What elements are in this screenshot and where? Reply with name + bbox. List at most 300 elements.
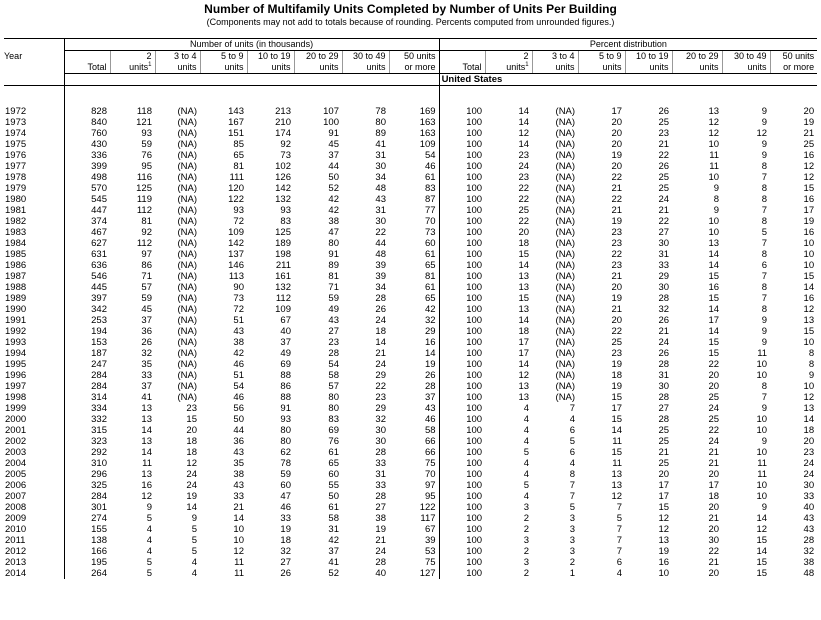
percent-cell: 22 (518, 194, 530, 205)
year-cell: 2000 (5, 414, 27, 425)
year-cell: 1977 (5, 161, 27, 172)
units-cell: (NA) (177, 293, 197, 304)
units-cell: 174 (275, 128, 291, 139)
units-cell: 545 (64, 194, 110, 205)
year-cell: 1996 (5, 370, 27, 381)
table-row (4, 348, 817, 359)
units-cell: 37 (328, 546, 339, 557)
percent-cell: 13 (708, 106, 720, 117)
year-cell: 1975 (5, 139, 27, 150)
units-cell: 39 (375, 260, 386, 271)
table-row (4, 271, 817, 282)
percent-cell: 100 (439, 205, 485, 216)
table-row (4, 304, 817, 315)
year-cell: 2014 (5, 568, 27, 579)
units-cell: 91 (328, 128, 339, 139)
units-cell: 32 (141, 348, 152, 359)
units-cell: 92 (141, 227, 152, 238)
units-cell: 28 (375, 293, 386, 304)
units-cell: 80 (328, 392, 339, 403)
units-cell: 54 (233, 381, 244, 392)
units-cell: 49 (328, 304, 339, 315)
percent-cell: (NA) (555, 117, 576, 128)
percent-cell: (NA) (555, 282, 576, 293)
units-cell: 43 (233, 447, 244, 458)
percent-cell: 100 (439, 348, 485, 359)
units-cell: 37 (141, 315, 152, 326)
percent-cell: 13 (518, 381, 530, 392)
percent-cell: 20 (611, 139, 623, 150)
footnote-marker: 1 (148, 62, 152, 68)
units-cell: 42 (328, 194, 339, 205)
percent-cell: 12 (518, 370, 530, 381)
col-header-label: units (602, 62, 622, 72)
percent-cell: 12 (708, 117, 720, 128)
percent-cell: 100 (439, 150, 485, 161)
percent-cell: 100 (439, 326, 485, 337)
percent-cell: 100 (439, 524, 485, 535)
pct-col-header-bottom (625, 62, 672, 74)
year-cell: 1978 (5, 172, 27, 183)
col-header-label: units (224, 62, 244, 72)
units-cell: 65 (233, 150, 244, 161)
percent-cell: 15 (708, 293, 720, 304)
units-cell: 93 (280, 205, 291, 216)
year-cell: 1991 (5, 315, 27, 326)
units-cell: 546 (64, 271, 110, 282)
percent-cell: 100 (439, 447, 485, 458)
year-cell: 1973 (5, 117, 27, 128)
percent-cell: 23 (611, 260, 623, 271)
units-cell: 153 (64, 337, 110, 348)
units-cell: 828 (64, 106, 110, 117)
units-cell: (NA) (177, 348, 197, 359)
percent-cell: 10 (658, 568, 670, 579)
units-cell: 336 (64, 150, 110, 161)
percent-cell: (NA) (555, 260, 576, 271)
percent-cell: (NA) (555, 348, 576, 359)
units-cell: 498 (64, 172, 110, 183)
units-cell: 132 (275, 282, 291, 293)
percent-cell: 21 (708, 557, 720, 568)
percent-cell: 23 (518, 172, 530, 183)
units-cell: 40 (375, 568, 386, 579)
units-cell: (NA) (177, 161, 197, 172)
units-cell: 161 (275, 271, 291, 282)
table-row (4, 150, 817, 161)
percent-cell: 31 (658, 370, 670, 381)
percent-cell: 14 (518, 106, 530, 117)
year-cell: 1990 (5, 304, 27, 315)
percent-cell: 11 (757, 469, 768, 480)
units-cell: 80 (375, 117, 386, 128)
percent-cell: 7 (569, 480, 576, 491)
units-cell: 39 (424, 535, 436, 546)
percent-cell: 19 (611, 381, 623, 392)
percent-cell: 8 (761, 216, 768, 227)
units-cell: 13 (141, 403, 152, 414)
percent-cell: 20 (518, 227, 530, 238)
percent-cell: 5 (616, 513, 623, 524)
percent-cell: 10 (756, 480, 768, 491)
percent-cell: 10 (708, 216, 720, 227)
units-cell: 61 (328, 447, 339, 458)
table-row (4, 337, 817, 348)
table-row (4, 238, 817, 249)
units-cell: (NA) (177, 128, 197, 139)
percent-cell: 100 (439, 568, 485, 579)
percent-cell: 8 (761, 282, 768, 293)
percent-cell: 30 (803, 480, 815, 491)
percent-cell: 22 (708, 546, 720, 557)
units-cell: 46 (280, 502, 291, 513)
units-cell: 28 (375, 447, 386, 458)
year-cell: 1987 (5, 271, 27, 282)
percent-cell: 9 (761, 139, 768, 150)
units-cell: 14 (424, 348, 436, 359)
units-cell: 26 (375, 304, 386, 315)
units-cell: (NA) (177, 106, 197, 117)
units-cell: 89 (375, 128, 386, 139)
col-header-label: Total (87, 62, 107, 72)
units-cell: 52 (328, 183, 339, 194)
percent-cell: 10 (756, 491, 768, 502)
percent-cell: 17 (658, 491, 670, 502)
units-cell: 9 (146, 502, 152, 513)
percent-cell: 20 (708, 502, 720, 513)
table-row (4, 392, 817, 403)
units-cell: 211 (275, 260, 291, 271)
percent-cell: 10 (756, 447, 768, 458)
units-cell: 81 (328, 271, 339, 282)
units-cell: 88 (280, 392, 291, 403)
units-cell: (NA) (177, 150, 197, 161)
units-cell: 16 (424, 337, 436, 348)
percent-cell: (NA) (555, 150, 576, 161)
percent-cell: 22 (518, 183, 530, 194)
units-cell: 91 (280, 403, 291, 414)
units-cell: 11 (234, 557, 244, 568)
percent-cell: 100 (439, 249, 485, 260)
percent-cell: 11 (612, 436, 623, 447)
percent-cell: 15 (611, 392, 623, 403)
year-cell: 2001 (5, 425, 27, 436)
units-group-header: Number of units (in thousands) (64, 39, 439, 51)
percent-cell: 7 (761, 271, 768, 282)
percent-cell: 7 (569, 491, 576, 502)
table-row (4, 535, 817, 546)
units-cell: 113 (228, 271, 244, 282)
table-row (4, 260, 817, 271)
percent-cell: 24 (658, 337, 670, 348)
units-col-header-top (64, 51, 110, 63)
percent-cell: 32 (803, 546, 815, 557)
percent-cell: 31 (658, 249, 670, 260)
units-cell: 38 (328, 216, 339, 227)
units-cell: 58 (424, 425, 436, 436)
percent-cell: 3 (569, 513, 576, 524)
percent-cell: 22 (658, 216, 670, 227)
units-cell: 14 (375, 337, 386, 348)
table-row (4, 370, 817, 381)
percent-cell: 5 (523, 447, 530, 458)
year-cell: 1994 (5, 348, 27, 359)
units-cell: 36 (141, 326, 152, 337)
percent-cell: 14 (708, 249, 720, 260)
units-cell: 374 (64, 216, 110, 227)
percent-cell: 12 (708, 128, 720, 139)
percent-cell: 30 (658, 238, 670, 249)
percent-cell: 10 (708, 172, 720, 183)
percent-cell: 18 (611, 370, 623, 381)
units-cell: 69 (280, 359, 291, 370)
units-col-header-top: 3 to 4 (155, 51, 200, 63)
units-cell: 445 (64, 282, 110, 293)
units-cell: 78 (280, 458, 291, 469)
units-cell: 57 (328, 381, 339, 392)
percent-cell: 18 (518, 326, 530, 337)
percent-cell: 20 (658, 469, 670, 480)
units-cell: 28 (375, 491, 386, 502)
percent-cell: 14 (708, 304, 720, 315)
year-cell: 2004 (5, 458, 27, 469)
percent-cell: 25 (658, 172, 670, 183)
table-row (4, 425, 817, 436)
percent-cell: (NA) (555, 315, 576, 326)
units-cell: 23 (375, 392, 386, 403)
percent-cell: 17 (611, 403, 623, 414)
units-cell: 91 (328, 249, 339, 260)
percent-cell: 23 (518, 150, 530, 161)
percent-cell: 18 (803, 425, 815, 436)
percent-cell: 20 (611, 161, 623, 172)
percent-cell: 25 (803, 139, 815, 150)
units-cell: 65 (328, 458, 339, 469)
percent-cell: 8 (808, 348, 815, 359)
units-col-header-top: 30 to 49 (342, 51, 389, 63)
units-cell: 9 (191, 513, 197, 524)
percent-cell: 22 (611, 249, 623, 260)
table-row (4, 183, 817, 194)
units-cell: 137 (228, 249, 244, 260)
units-cell: 24 (186, 480, 197, 491)
percent-cell: 3 (523, 557, 530, 568)
units-cell: 21 (375, 348, 386, 359)
year-cell: 1993 (5, 337, 27, 348)
percent-cell: 100 (439, 161, 485, 172)
units-cell: 72 (233, 216, 244, 227)
year-cell: 1986 (5, 260, 27, 271)
percent-cell: 10 (756, 425, 768, 436)
units-cell: 22 (375, 381, 386, 392)
units-cell: 4 (146, 546, 152, 557)
percent-cell: 16 (803, 150, 815, 161)
year-cell: 2012 (5, 546, 27, 557)
percent-cell: 15 (518, 249, 530, 260)
table-row (4, 161, 817, 172)
percent-cell: 26 (658, 161, 670, 172)
percent-cell: 100 (439, 238, 485, 249)
percent-cell: 8 (761, 183, 768, 194)
units-cell: 122 (419, 502, 436, 513)
col-header-label: units (649, 62, 669, 72)
percent-cell: 22 (611, 326, 623, 337)
percent-cell: 25 (658, 458, 670, 469)
units-cell: (NA) (177, 282, 197, 293)
percent-cell: 100 (439, 337, 485, 348)
percent-cell: 12 (803, 392, 815, 403)
percent-cell: 15 (708, 271, 720, 282)
units-cell: 41 (375, 139, 386, 150)
units-cell: 45 (141, 304, 152, 315)
col-header-label: units (319, 62, 339, 72)
percent-cell: 100 (439, 370, 485, 381)
percent-cell: 13 (803, 315, 815, 326)
percent-cell: 26 (658, 348, 670, 359)
percent-cell: 30 (708, 535, 720, 546)
percent-cell: 10 (803, 249, 815, 260)
percent-cell: 8 (761, 381, 768, 392)
units-cell: 73 (280, 150, 291, 161)
table-row (4, 293, 817, 304)
units-cell: 58 (328, 370, 339, 381)
units-cell: 56 (233, 403, 244, 414)
percent-cell: 23 (611, 348, 623, 359)
percent-cell: 2 (523, 513, 530, 524)
units-cell: 570 (64, 183, 110, 194)
units-cell: 59 (141, 139, 152, 150)
percent-cell: 20 (708, 469, 720, 480)
units-cell: 44 (233, 425, 244, 436)
units-cell: 59 (141, 293, 152, 304)
year-cell: 2005 (5, 469, 27, 480)
units-cell: 31 (375, 150, 386, 161)
units-cell: 37 (280, 337, 291, 348)
units-cell: 51 (233, 370, 244, 381)
units-cell: 50 (328, 491, 339, 502)
year-cell: 1982 (5, 216, 27, 227)
percent-cell: 4 (616, 568, 623, 579)
units-cell: 43 (328, 315, 339, 326)
percent-cell: 19 (611, 150, 623, 161)
percent-cell: 100 (439, 183, 485, 194)
units-col-header-bottom (247, 62, 294, 74)
region-label: United States (439, 74, 817, 86)
units-cell: 76 (141, 150, 152, 161)
units-cell: 78 (375, 106, 386, 117)
percent-cell: 17 (611, 106, 623, 117)
units-cell: 194 (64, 326, 110, 337)
year-cell: 1979 (5, 183, 27, 194)
percent-cell: 40 (803, 502, 815, 513)
percent-cell: 12 (518, 128, 530, 139)
percent-cell: 15 (708, 348, 720, 359)
units-cell: 32 (375, 414, 386, 425)
table-row (4, 106, 817, 117)
units-cell: 67 (280, 315, 291, 326)
percent-cell: 19 (658, 546, 670, 557)
units-cell: 125 (275, 227, 291, 238)
units-cell: 29 (375, 403, 386, 414)
units-cell: 97 (424, 480, 436, 491)
percent-cell: 16 (803, 194, 815, 205)
units-cell: 198 (275, 249, 291, 260)
units-cell: 28 (375, 557, 386, 568)
percent-cell: 100 (439, 381, 485, 392)
percent-cell: 30 (658, 381, 670, 392)
units-cell: (NA) (177, 172, 197, 183)
units-cell: 37 (424, 392, 436, 403)
percent-cell: 22 (611, 172, 623, 183)
units-cell: 10 (233, 535, 244, 546)
units-cell: 296 (64, 469, 110, 480)
units-cell: 5 (191, 535, 197, 546)
percent-cell: 100 (439, 502, 485, 513)
percent-cell: 15 (803, 271, 815, 282)
percent-cell: 100 (439, 194, 485, 205)
units-cell: 20 (186, 425, 197, 436)
table-row (4, 458, 817, 469)
percent-cell: 13 (518, 282, 530, 293)
year-cell: 2008 (5, 502, 27, 513)
percent-cell: 25 (658, 425, 670, 436)
units-cell: 42 (328, 535, 339, 546)
percent-cell: 9 (761, 502, 768, 513)
units-cell: 97 (141, 249, 152, 260)
percent-cell: 10 (756, 370, 768, 381)
percent-cell: 14 (708, 260, 720, 271)
percent-cell: (NA) (555, 370, 576, 381)
percent-cell: 100 (439, 436, 485, 447)
units-cell: 47 (328, 227, 339, 238)
percent-cell: 15 (756, 535, 768, 546)
percent-cell: 15 (518, 293, 530, 304)
percent-cell: 21 (708, 513, 720, 524)
percent-cell: 100 (439, 139, 485, 150)
table-row (4, 524, 817, 535)
units-cell: (NA) (177, 205, 197, 216)
table-row (4, 216, 817, 227)
year-cell: 2002 (5, 436, 27, 447)
units-cell: 4 (191, 568, 197, 579)
percent-cell: 4 (523, 469, 530, 480)
units-cell: 127 (419, 568, 436, 579)
year-cell: 1997 (5, 381, 27, 392)
units-cell: 23 (328, 337, 339, 348)
units-cell: 28 (328, 348, 339, 359)
percent-cell: 16 (658, 557, 670, 568)
percent-cell: 24 (803, 458, 815, 469)
table-row (4, 557, 817, 568)
units-cell: 323 (64, 436, 110, 447)
units-cell: 397 (64, 293, 110, 304)
units-cell: 61 (424, 249, 436, 260)
percent-cell: 21 (611, 205, 623, 216)
percent-cell: 21 (803, 128, 815, 139)
units-cell: 76 (328, 436, 339, 447)
percent-cell: 23 (611, 227, 623, 238)
units-cell: 29 (424, 326, 436, 337)
units-cell: 41 (328, 557, 339, 568)
percent-cell: 100 (439, 425, 485, 436)
units-cell: 70 (424, 469, 436, 480)
percent-cell: 33 (803, 491, 815, 502)
percent-cell: 21 (658, 139, 670, 150)
units-cell: 138 (64, 535, 110, 546)
table-row (4, 117, 817, 128)
percent-cell: 25 (708, 392, 720, 403)
units-cell: 42 (328, 205, 339, 216)
